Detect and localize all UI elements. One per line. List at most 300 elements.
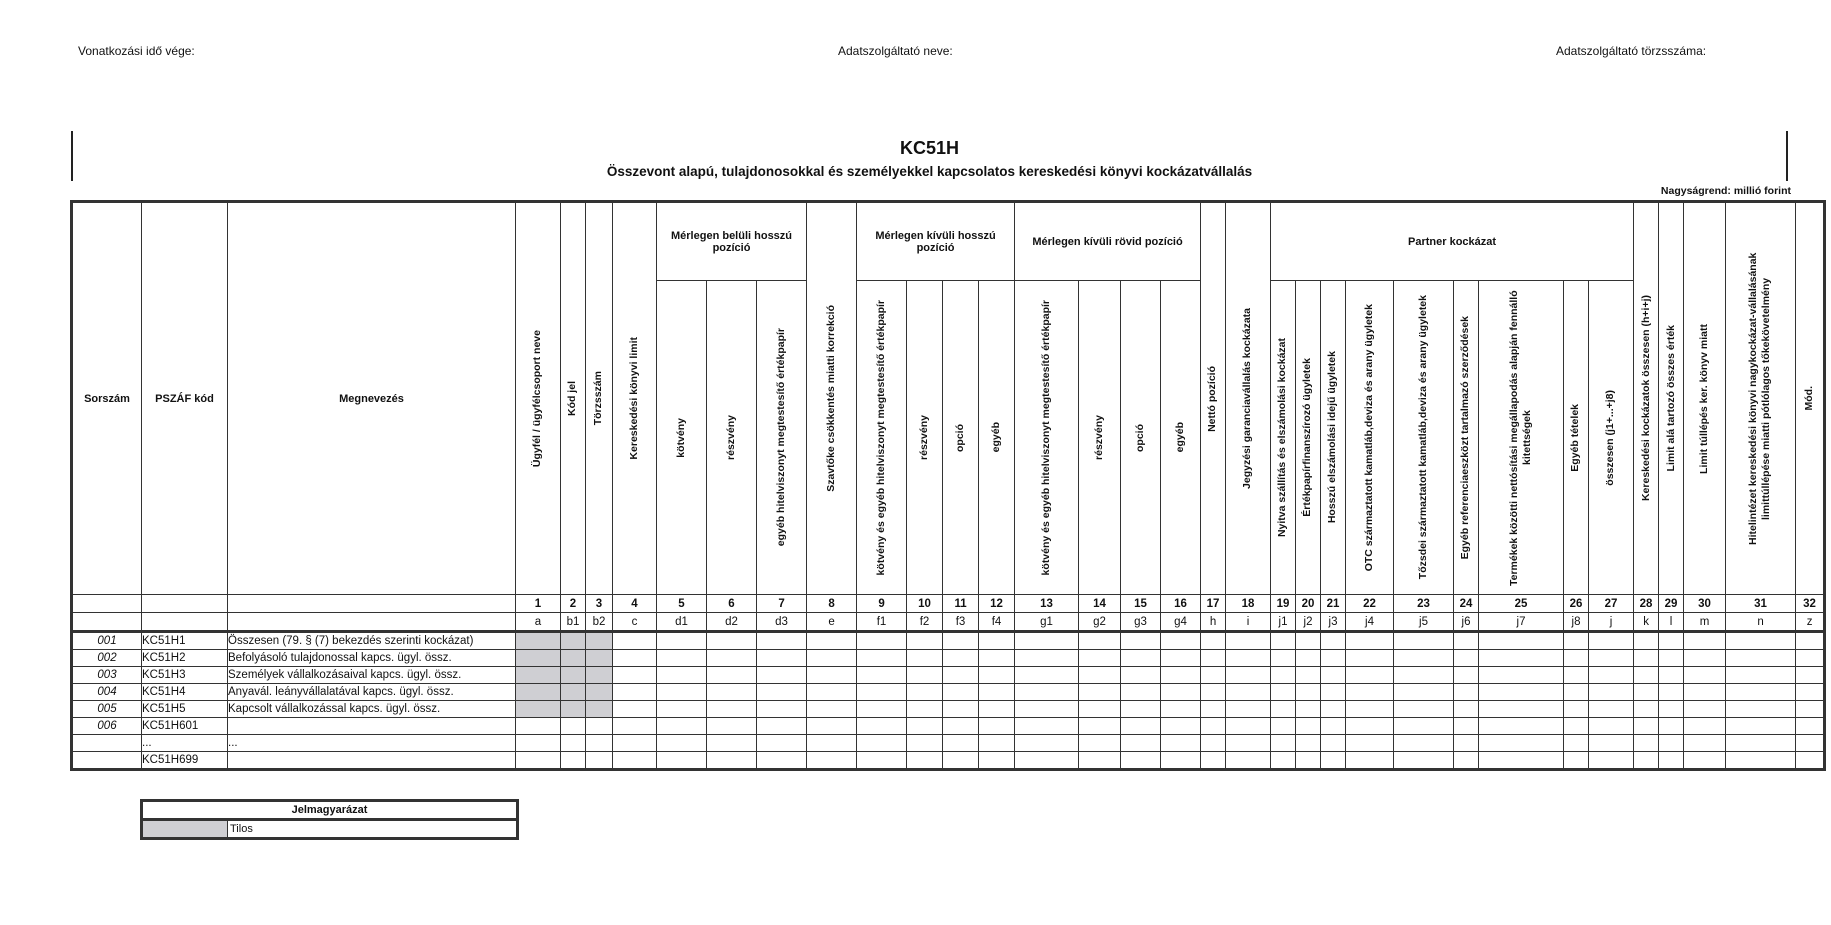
data-cell[interactable] xyxy=(1226,684,1271,701)
data-cell[interactable] xyxy=(1321,752,1346,770)
data-cell[interactable] xyxy=(979,650,1015,667)
data-cell[interactable] xyxy=(1321,701,1346,718)
data-cell[interactable] xyxy=(1479,684,1564,701)
data-cell[interactable] xyxy=(1394,632,1454,650)
row-megnevezes: ... xyxy=(228,735,516,752)
data-cell[interactable] xyxy=(1726,632,1796,650)
data-cell[interactable] xyxy=(1226,701,1271,718)
data-cell[interactable] xyxy=(1121,632,1161,650)
data-cell[interactable] xyxy=(1454,632,1479,650)
data-cell[interactable] xyxy=(1634,701,1659,718)
data-cell[interactable] xyxy=(1796,650,1825,667)
data-cell[interactable] xyxy=(707,667,757,684)
data-cell[interactable] xyxy=(1271,701,1296,718)
data-cell[interactable] xyxy=(1684,632,1726,650)
data-cell[interactable] xyxy=(907,650,943,667)
data-cell[interactable] xyxy=(1296,632,1321,650)
data-cell[interactable] xyxy=(1226,650,1271,667)
data-cell[interactable] xyxy=(943,650,979,667)
data-cell[interactable] xyxy=(1564,632,1589,650)
row-megnevezes: Kapcsolt vállalkozással kapcs. ügyl. össz. xyxy=(228,701,516,718)
col-4: Kereskedési könyvi limit xyxy=(613,202,657,595)
data-cell[interactable] xyxy=(807,684,857,701)
column-letter: j3 xyxy=(1321,613,1346,632)
column-letter: j xyxy=(1589,613,1634,632)
data-cell[interactable] xyxy=(1726,684,1796,701)
data-cell[interactable] xyxy=(943,735,979,752)
data-cell[interactable] xyxy=(807,667,857,684)
data-cell[interactable] xyxy=(1684,735,1726,752)
data-cell[interactable] xyxy=(1226,752,1271,770)
data-cell[interactable] xyxy=(757,684,807,701)
data-cell[interactable] xyxy=(1796,735,1825,752)
data-cell[interactable] xyxy=(1564,718,1589,735)
col-14: részvény xyxy=(1079,281,1121,595)
data-cell[interactable] xyxy=(613,701,657,718)
data-cell[interactable] xyxy=(857,735,907,752)
data-cell[interactable] xyxy=(657,701,707,718)
data-cell[interactable] xyxy=(907,735,943,752)
data-cell[interactable] xyxy=(1296,752,1321,770)
data-cell[interactable] xyxy=(586,718,613,735)
data-cell[interactable] xyxy=(1659,650,1684,667)
data-cell[interactable] xyxy=(807,650,857,667)
data-cell[interactable] xyxy=(586,752,613,770)
data-cell[interactable] xyxy=(807,701,857,718)
data-cell[interactable] xyxy=(943,632,979,650)
data-cell[interactable] xyxy=(857,667,907,684)
data-cell[interactable] xyxy=(1015,667,1079,684)
data-cell[interactable] xyxy=(1121,650,1161,667)
data-cell[interactable] xyxy=(1589,752,1634,770)
data-cell[interactable] xyxy=(857,632,907,650)
col-22: OTC származtatott kamatláb,deviza és arany ügyletek xyxy=(1346,281,1394,595)
data-cell[interactable] xyxy=(1394,650,1454,667)
data-cell[interactable] xyxy=(1015,684,1079,701)
data-cell[interactable] xyxy=(1296,684,1321,701)
data-cell[interactable] xyxy=(1226,735,1271,752)
row-megnevezes xyxy=(228,752,516,770)
col-15: opció xyxy=(1121,281,1161,595)
forbidden-cell xyxy=(561,632,586,650)
data-cell[interactable] xyxy=(1321,667,1346,684)
legend-grey-swatch xyxy=(142,820,228,839)
column-number: 14 xyxy=(1079,595,1121,613)
data-cell[interactable] xyxy=(1684,650,1726,667)
data-cell[interactable] xyxy=(943,718,979,735)
data-cell[interactable] xyxy=(1684,752,1726,770)
data-cell[interactable] xyxy=(561,735,586,752)
data-cell[interactable] xyxy=(857,752,907,770)
data-cell[interactable] xyxy=(1659,735,1684,752)
data-cell[interactable] xyxy=(613,684,657,701)
data-cell[interactable] xyxy=(613,632,657,650)
data-cell[interactable] xyxy=(757,632,807,650)
data-cell[interactable] xyxy=(1121,667,1161,684)
data-cell[interactable] xyxy=(943,752,979,770)
row-sorszam: 003 xyxy=(72,667,142,684)
data-cell[interactable] xyxy=(1121,735,1161,752)
data-cell[interactable] xyxy=(1796,684,1825,701)
forbidden-cell xyxy=(586,701,613,718)
col-13: kötvény és egyéb hitelviszonyt megtestesítő értékpapír xyxy=(1015,281,1079,595)
data-cell[interactable] xyxy=(657,735,707,752)
data-cell[interactable] xyxy=(943,701,979,718)
forbidden-cell xyxy=(561,650,586,667)
data-cell[interactable] xyxy=(1479,667,1564,684)
data-cell[interactable] xyxy=(1346,650,1394,667)
data-cell[interactable] xyxy=(1015,735,1079,752)
data-cell[interactable] xyxy=(1161,752,1201,770)
data-cell[interactable] xyxy=(1321,735,1346,752)
forbidden-cell xyxy=(516,701,561,718)
data-cell[interactable] xyxy=(907,752,943,770)
column-number: 2 xyxy=(561,595,586,613)
data-cell[interactable] xyxy=(1479,752,1564,770)
data-cell[interactable] xyxy=(657,752,707,770)
forbidden-cell xyxy=(561,684,586,701)
data-cell[interactable] xyxy=(807,632,857,650)
col-megnevezes: Megnevezés xyxy=(228,202,516,595)
data-cell[interactable] xyxy=(979,632,1015,650)
data-cell[interactable] xyxy=(1726,667,1796,684)
data-cell[interactable] xyxy=(1346,718,1394,735)
data-cell[interactable] xyxy=(1589,718,1634,735)
col-24: Egyéb referenciaeszközt tartalmazó szerződések xyxy=(1454,281,1479,595)
row-sorszam: 001 xyxy=(72,632,142,650)
data-cell[interactable] xyxy=(1296,650,1321,667)
data-cell[interactable] xyxy=(1684,701,1726,718)
data-cell[interactable] xyxy=(1454,735,1479,752)
data-cell[interactable] xyxy=(757,701,807,718)
data-cell[interactable] xyxy=(1201,752,1226,770)
data-cell[interactable] xyxy=(857,701,907,718)
legend-title: Jelmagyarázat xyxy=(142,801,518,820)
data-cell[interactable] xyxy=(1321,632,1346,650)
data-cell[interactable] xyxy=(1479,632,1564,650)
data-cell[interactable] xyxy=(1121,684,1161,701)
data-cell[interactable] xyxy=(1226,667,1271,684)
data-cell[interactable] xyxy=(1634,650,1659,667)
data-cell[interactable] xyxy=(979,718,1015,735)
data-cell[interactable] xyxy=(657,718,707,735)
data-cell[interactable] xyxy=(807,718,857,735)
col-23: Tőzsdei származtatott kamatláb,deviza és arany ügyletek xyxy=(1394,281,1454,595)
data-cell[interactable] xyxy=(1659,632,1684,650)
data-cell[interactable] xyxy=(1726,752,1796,770)
data-cell[interactable] xyxy=(1726,701,1796,718)
data-cell[interactable] xyxy=(1271,752,1296,770)
data-cell[interactable] xyxy=(979,735,1015,752)
data-cell[interactable] xyxy=(707,752,757,770)
data-cell[interactable] xyxy=(707,735,757,752)
data-cell[interactable] xyxy=(1321,684,1346,701)
data-cell[interactable] xyxy=(1634,667,1659,684)
data-cell[interactable] xyxy=(1634,684,1659,701)
data-cell[interactable] xyxy=(1079,650,1121,667)
data-cell[interactable] xyxy=(1394,718,1454,735)
data-cell[interactable] xyxy=(1079,718,1121,735)
data-cell[interactable] xyxy=(1634,632,1659,650)
data-cell[interactable] xyxy=(1079,684,1121,701)
data-cell[interactable] xyxy=(1726,735,1796,752)
data-cell[interactable] xyxy=(1321,718,1346,735)
data-cell[interactable] xyxy=(1121,752,1161,770)
data-cell[interactable] xyxy=(907,684,943,701)
data-cell[interactable] xyxy=(1346,752,1394,770)
data-cell[interactable] xyxy=(1659,718,1684,735)
row-pszaf-kod: KC51H3 xyxy=(142,667,228,684)
data-cell[interactable] xyxy=(1454,718,1479,735)
data-cell[interactable] xyxy=(1201,718,1226,735)
data-cell[interactable] xyxy=(979,701,1015,718)
data-cell[interactable] xyxy=(1634,735,1659,752)
data-cell[interactable] xyxy=(1684,667,1726,684)
data-cell[interactable] xyxy=(1796,701,1825,718)
data-cell[interactable] xyxy=(1346,632,1394,650)
data-cell[interactable] xyxy=(1346,667,1394,684)
column-letter: j6 xyxy=(1454,613,1479,632)
data-cell[interactable] xyxy=(613,650,657,667)
data-cell[interactable] xyxy=(1321,650,1346,667)
data-cell[interactable] xyxy=(1564,701,1589,718)
data-cell[interactable] xyxy=(707,632,757,650)
col-32: Mód. xyxy=(1796,202,1825,595)
data-cell[interactable] xyxy=(613,667,657,684)
data-cell[interactable] xyxy=(907,667,943,684)
column-letter: a xyxy=(516,613,561,632)
data-cell[interactable] xyxy=(1454,684,1479,701)
data-cell[interactable] xyxy=(1634,752,1659,770)
data-cell[interactable] xyxy=(657,684,707,701)
data-cell[interactable] xyxy=(657,667,707,684)
data-cell[interactable] xyxy=(516,752,561,770)
reference-period-label: Vonatkozási idő vége: xyxy=(78,44,195,58)
data-cell[interactable] xyxy=(707,718,757,735)
col-20: Értékpapírfinanszírozó ügyletek xyxy=(1296,281,1321,595)
data-cell[interactable] xyxy=(707,701,757,718)
data-cell[interactable] xyxy=(1479,701,1564,718)
data-cell[interactable] xyxy=(943,684,979,701)
data-cell[interactable] xyxy=(857,718,907,735)
column-number: 31 xyxy=(1726,595,1796,613)
data-cell[interactable] xyxy=(586,735,613,752)
column-number: 22 xyxy=(1346,595,1394,613)
data-cell[interactable] xyxy=(1161,684,1201,701)
data-cell[interactable] xyxy=(1015,718,1079,735)
data-cell[interactable] xyxy=(1271,650,1296,667)
data-cell[interactable] xyxy=(1634,718,1659,735)
data-cell[interactable] xyxy=(1346,684,1394,701)
col-17: Nettó pozíció xyxy=(1201,202,1226,595)
data-cell[interactable] xyxy=(1684,718,1726,735)
data-cell[interactable] xyxy=(1564,684,1589,701)
column-letter: g1 xyxy=(1015,613,1079,632)
data-cell[interactable] xyxy=(1659,701,1684,718)
data-cell[interactable] xyxy=(1161,632,1201,650)
column-number: 23 xyxy=(1394,595,1454,613)
data-cell[interactable] xyxy=(1015,650,1079,667)
data-cell[interactable] xyxy=(907,701,943,718)
data-cell[interactable] xyxy=(1659,667,1684,684)
data-cell[interactable] xyxy=(1659,684,1684,701)
data-cell[interactable] xyxy=(1015,632,1079,650)
data-cell[interactable] xyxy=(857,684,907,701)
data-cell[interactable] xyxy=(1346,701,1394,718)
data-cell[interactable] xyxy=(1589,650,1634,667)
data-cell[interactable] xyxy=(907,632,943,650)
data-cell[interactable] xyxy=(1346,735,1394,752)
data-cell[interactable] xyxy=(561,718,586,735)
column-number: 17 xyxy=(1201,595,1226,613)
data-cell[interactable] xyxy=(657,632,707,650)
table-row xyxy=(72,667,1825,684)
row-pszaf-kod: ... xyxy=(142,735,228,752)
data-cell[interactable] xyxy=(757,752,807,770)
data-cell[interactable] xyxy=(1394,752,1454,770)
data-cell[interactable] xyxy=(979,752,1015,770)
report-table xyxy=(70,200,1826,771)
data-cell[interactable] xyxy=(1659,752,1684,770)
data-cell[interactable] xyxy=(1079,701,1121,718)
data-cell[interactable] xyxy=(657,650,707,667)
row-sorszam: 005 xyxy=(72,701,142,718)
column-letter: z xyxy=(1796,613,1825,632)
data-cell[interactable] xyxy=(1296,667,1321,684)
row-pszaf-kod: KC51H4 xyxy=(142,684,228,701)
data-cell[interactable] xyxy=(1589,735,1634,752)
data-cell[interactable] xyxy=(757,718,807,735)
data-cell[interactable] xyxy=(1454,650,1479,667)
forbidden-cell xyxy=(561,701,586,718)
data-cell[interactable] xyxy=(1394,667,1454,684)
group-partner-kockazat: Partner kockázat xyxy=(1271,202,1634,281)
data-cell[interactable] xyxy=(1201,632,1226,650)
data-cell[interactable] xyxy=(907,718,943,735)
data-cell[interactable] xyxy=(1394,701,1454,718)
data-cell[interactable] xyxy=(1454,701,1479,718)
col-29: Limit alá tartozó összes érték xyxy=(1659,202,1684,595)
column-letter: d1 xyxy=(657,613,707,632)
data-cell[interactable] xyxy=(1161,701,1201,718)
column-letter: j7 xyxy=(1479,613,1564,632)
data-cell[interactable] xyxy=(1296,701,1321,718)
column-number: 28 xyxy=(1634,595,1659,613)
forbidden-cell xyxy=(586,667,613,684)
data-cell[interactable] xyxy=(516,735,561,752)
data-cell[interactable] xyxy=(979,684,1015,701)
data-cell[interactable] xyxy=(1394,735,1454,752)
data-cell[interactable] xyxy=(1589,632,1634,650)
col-26: Egyéb tételek xyxy=(1564,281,1589,595)
column-letter: l xyxy=(1659,613,1684,632)
data-cell[interactable] xyxy=(1684,684,1726,701)
data-cell[interactable] xyxy=(1161,650,1201,667)
data-cell[interactable] xyxy=(807,735,857,752)
data-cell[interactable] xyxy=(1121,718,1161,735)
data-cell[interactable] xyxy=(1479,718,1564,735)
col-25: Termékek közötti nettósítási megállapodás alapján fennálló kitettségek xyxy=(1479,281,1564,595)
data-cell[interactable] xyxy=(1271,718,1296,735)
data-cell[interactable] xyxy=(979,667,1015,684)
data-cell[interactable] xyxy=(1796,667,1825,684)
data-cell[interactable] xyxy=(1589,701,1634,718)
data-cell[interactable] xyxy=(1201,684,1226,701)
data-cell[interactable] xyxy=(757,667,807,684)
data-cell[interactable] xyxy=(1271,667,1296,684)
data-cell[interactable] xyxy=(1394,684,1454,701)
data-cell[interactable] xyxy=(943,667,979,684)
data-cell[interactable] xyxy=(707,684,757,701)
data-cell[interactable] xyxy=(516,718,561,735)
data-cell[interactable] xyxy=(1726,650,1796,667)
data-cell[interactable] xyxy=(1015,752,1079,770)
data-cell[interactable] xyxy=(1589,667,1634,684)
data-cell[interactable] xyxy=(1271,735,1296,752)
data-cell[interactable] xyxy=(857,650,907,667)
data-cell[interactable] xyxy=(1564,735,1589,752)
data-cell[interactable] xyxy=(1201,667,1226,684)
data-cell[interactable] xyxy=(613,735,657,752)
data-cell[interactable] xyxy=(1079,667,1121,684)
col-12: egyéb xyxy=(979,281,1015,595)
data-cell[interactable] xyxy=(1589,684,1634,701)
data-cell[interactable] xyxy=(1479,650,1564,667)
data-cell[interactable] xyxy=(1161,718,1201,735)
column-number: 27 xyxy=(1589,595,1634,613)
data-cell[interactable] xyxy=(613,718,657,735)
data-cell[interactable] xyxy=(1726,718,1796,735)
data-cell[interactable] xyxy=(1271,684,1296,701)
table-row xyxy=(72,735,1825,752)
data-cell[interactable] xyxy=(1564,667,1589,684)
data-cell[interactable] xyxy=(1121,701,1161,718)
column-number: 30 xyxy=(1684,595,1726,613)
data-cell[interactable] xyxy=(807,752,857,770)
data-cell[interactable] xyxy=(1201,650,1226,667)
data-cell[interactable] xyxy=(1454,667,1479,684)
data-cell[interactable] xyxy=(1296,735,1321,752)
data-cell[interactable] xyxy=(1226,718,1271,735)
data-cell[interactable] xyxy=(1296,718,1321,735)
data-cell[interactable] xyxy=(757,735,807,752)
data-cell[interactable] xyxy=(561,752,586,770)
forbidden-cell xyxy=(561,667,586,684)
col-3: Törzsszám xyxy=(586,202,613,595)
col-28: Kereskedési kockázatok összesen (h+i+j) xyxy=(1634,202,1659,595)
data-cell[interactable] xyxy=(1161,667,1201,684)
data-cell[interactable] xyxy=(1201,735,1226,752)
data-cell[interactable] xyxy=(1454,752,1479,770)
data-cell[interactable] xyxy=(1479,735,1564,752)
data-cell[interactable] xyxy=(1015,701,1079,718)
data-cell[interactable] xyxy=(1564,650,1589,667)
data-cell[interactable] xyxy=(1201,701,1226,718)
data-cell[interactable] xyxy=(1079,735,1121,752)
data-cell[interactable] xyxy=(1564,752,1589,770)
data-cell[interactable] xyxy=(1796,752,1825,770)
data-cell[interactable] xyxy=(757,650,807,667)
data-cell[interactable] xyxy=(1079,632,1121,650)
data-cell[interactable] xyxy=(1796,632,1825,650)
data-cell[interactable] xyxy=(707,650,757,667)
data-cell[interactable] xyxy=(1161,735,1201,752)
data-cell[interactable] xyxy=(1796,718,1825,735)
data-cell[interactable] xyxy=(1079,752,1121,770)
data-cell[interactable] xyxy=(1226,632,1271,650)
data-cell[interactable] xyxy=(613,752,657,770)
data-cell[interactable] xyxy=(1271,632,1296,650)
